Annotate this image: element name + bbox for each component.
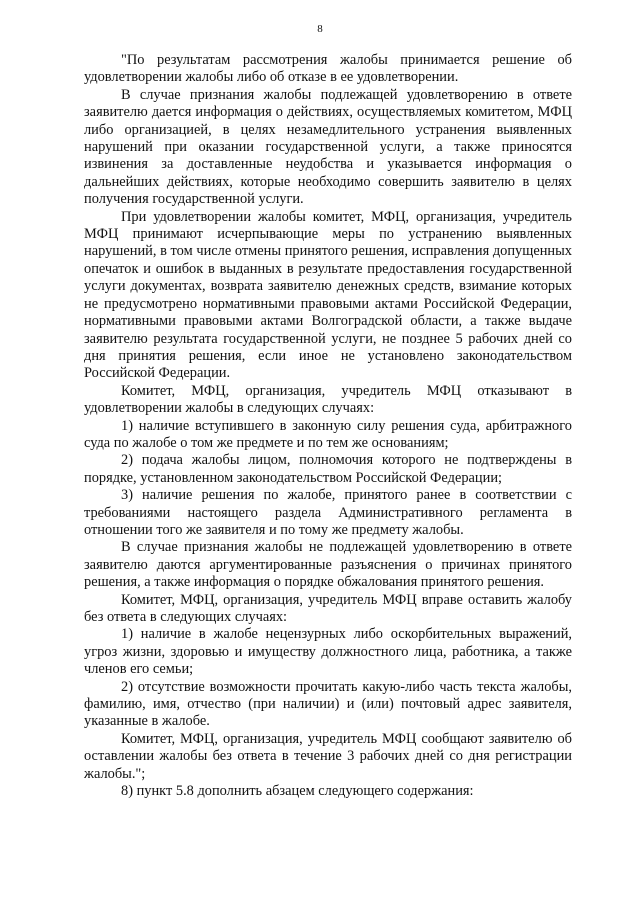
list-item-no-answer-1: 1) наличие в жалобе нецензурных либо оскорбительных выражений, угроз жизни, здоровью и имуществу должностного лица, работника, а также членов его семьи; [84,626,572,678]
paragraph-amendment-8: 8) пункт 5.8 дополнить абзацем следующего содержания: [121,783,474,800]
page-number: 8 [317,23,323,35]
document-body [84,52,572,800]
list-item-no-answer-2: 2) отсутствие возможности прочитать какую-либо часть текста жалобы, фамилию, имя, отчество (при наличии) и (или) почтовый адрес заявителя, указанные в жалобе. [84,678,572,730]
paragraph-no-answer-intro: Комитет, МФЦ, организация, учредитель МФЦ вправе оставить жалобу без ответа в следующих случаях: [84,591,572,625]
paragraph-complaint-satisfied-response: В случае признания жалобы подлежащей удовлетворению в ответе заявителю дается информация о действиях, осуществляемых комитетом, МФЦ либо организацией, в целях незамедлительного устранения выявленных нарушений при оказании государственной услуги, а также приносятся извинения за доставленные неудобства и указывается информация о дальнейших действиях, которые необходимо совершить заявителю в целях получения государственной услуги. [84,86,572,208]
paragraph-remedy-measures: При удовлетворении жалобы комитет, МФЦ, организация, учредитель МФЦ принимают исчерпывающие меры по устранению выявленных нарушений, в том числе отмены принятого решения, исправления допущенных опечаток и ошибок в выданных в результате предоставления государственной услуги документах, возврата заявителю денежных средств, взимание которых не предусмотрено нормативными правовыми актами Российской Федерации, нормативными правовыми актами Волгоградской области, а также выдаче заявителю результата государственной услуги, не позднее 5 рабочих дней со дня принятия решения, если иное не установлено законодательством Российской Федерации. [84,208,572,382]
paragraph-refusal-response: В случае признания жалобы не подлежащей удовлетворению в ответе заявителю даются аргументированные разъяснения о причинах принятого решения, а также информация о порядке обжалования принятого решения. [84,539,572,591]
paragraph-no-answer-notice: Комитет, МФЦ, организация, учредитель МФЦ сообщают заявителю об оставлении жалобы без ответа в течение 3 рабочих дней со дня регистрации жалобы."; [84,730,572,782]
list-item-refusal-3: 3) наличие решения по жалобе, принятого ранее в соответствии с требованиями настоящего раздела Административного регламента в отношении того же заявителя и по тому же предмету жалобы. [84,487,572,538]
paragraph-refusal-cases-intro: Комитет, МФЦ, организация, учредитель МФЦ отказывают в удовлетворении жалобы в следующих случаях: [84,382,572,417]
list-item-refusal-2: 2) подача жалобы лицом, полномочия которого не подтверждены в порядке, установленном законодательством Российской Федерации; [84,452,572,486]
paragraph-decision-rule: "По результатам рассмотрения жалобы принимается решение об удовлетворении жалобы либо об отказе в ее удовлетворении. [84,52,572,86]
list-item-refusal-1: 1) наличие вступившего в законную силу решения суда, арбитражного суда по жалобе о том же предмете и по тем же основаниям; [84,417,572,451]
